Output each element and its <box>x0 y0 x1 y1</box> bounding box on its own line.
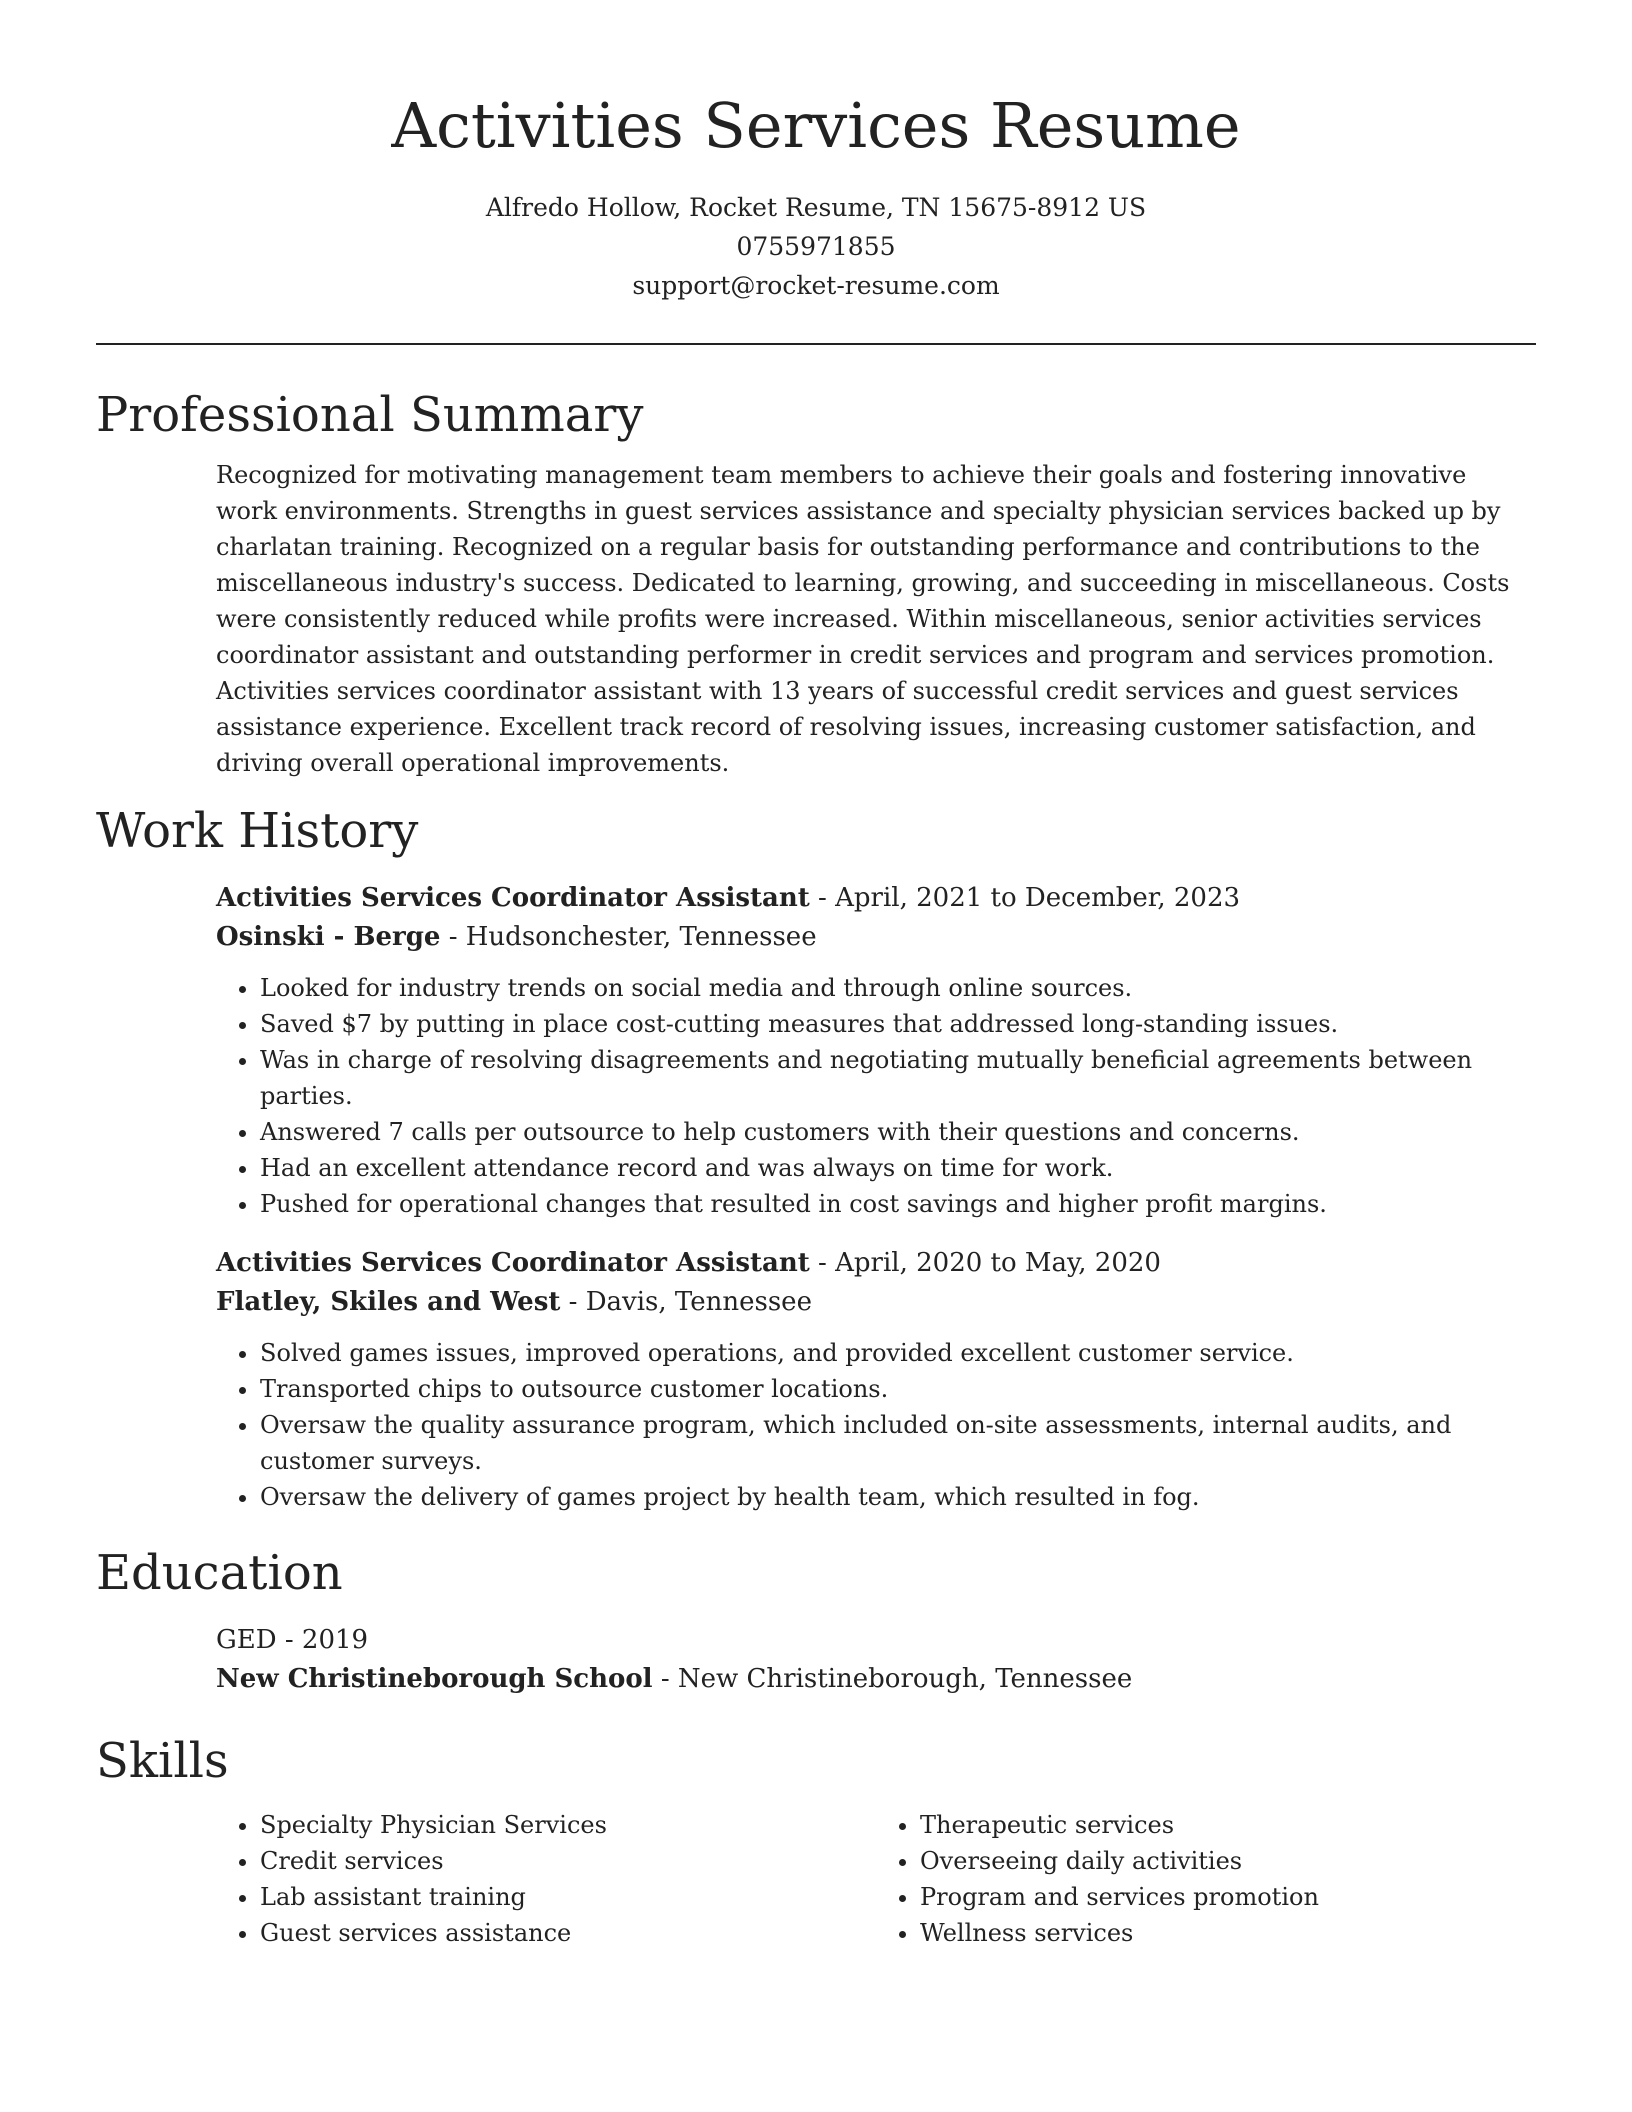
skills-section <box>216 1807 1536 1951</box>
job-dates: - April, 2020 to May, 2020 <box>809 1248 1161 1278</box>
job-title-line <box>216 879 1536 918</box>
resume-page <box>96 0 1536 1951</box>
skill-item: • Specialty Physician Services <box>260 1807 876 1843</box>
skill-item: • Lab assistant training <box>260 1879 876 1915</box>
skills-list-left <box>216 1807 876 1951</box>
job-location: - Davis, Tennessee <box>560 1287 812 1317</box>
job-bullet: • Transported chips to outsource customer locations. <box>260 1371 1536 1407</box>
skill-item: • Overseeing daily activities <box>920 1843 1536 1879</box>
work-history-heading: Work History <box>96 803 419 859</box>
skill-item: • Wellness services <box>920 1915 1536 1951</box>
contact-phone: 0755971855 <box>736 232 896 261</box>
contact-block <box>96 188 1536 305</box>
contact-address: Alfredo Hollow, Rocket Resume, TN 15675-8912 US <box>485 193 1147 222</box>
summary-section <box>216 457 1536 781</box>
contact-email: support@rocket-resume.com <box>632 271 1000 300</box>
skill-item: • Program and services promotion <box>920 1879 1536 1915</box>
education-heading: Education <box>96 1545 343 1601</box>
skill-item: • Therapeutic services <box>920 1807 1536 1843</box>
job-title-line <box>216 1244 1536 1283</box>
job-bullet-list <box>216 970 1536 1222</box>
job-entry <box>216 1244 1536 1515</box>
job-location: - Hudsonchester, Tennessee <box>440 922 817 952</box>
job-bullet: • Had an excellent attendance record and was always on time for work. <box>260 1150 1536 1186</box>
summary-heading: Professional Summary <box>96 387 644 443</box>
job-bullet: • Oversaw the delivery of games project by health team, which resulted in fog. <box>260 1479 1536 1515</box>
job-bullet: • Answered 7 calls per outsource to help customers with their questions and concerns. <box>260 1114 1536 1150</box>
job-bullet: • Solved games issues, improved operations, and provided excellent customer service. <box>260 1335 1536 1371</box>
job-company-line <box>216 918 1536 957</box>
job-bullet: • Was in charge of resolving disagreements and negotiating mutually beneficial agreements between parties. <box>260 1042 1536 1114</box>
skill-item: • Guest services assistance <box>260 1915 876 1951</box>
resume-title: Activities Services Resume <box>391 89 1241 162</box>
job-entry <box>216 879 1536 1222</box>
job-company-line <box>216 1283 1536 1322</box>
education-school: New Christineborough School <box>216 1664 653 1694</box>
job-title: Activities Services Coordinator Assistant <box>216 1248 810 1278</box>
job-company: Flatley, Skiles and West <box>216 1287 561 1317</box>
job-company: Osinski - Berge <box>216 922 441 952</box>
education-entry <box>216 1621 1536 1699</box>
summary-text: Recognized for motivating management team members to achieve their goals and fostering innovative work environments. Strengths in guest services assistance and specialty physician services backed up by charlatan training. Recognized on a regular basis for outstanding performance and contributions to the miscellaneous industry's success. Dedicated to learning, growing, and succeeding in miscellaneous. Costs were consistently reduced while profits were increased. Within miscellaneous, senior activities services coordinator assistant and outstanding performer in credit services and program and services promotion. Activities services coordinator assistant with 13 years of successful credit services and guest services assistance experience. Excellent track record of resolving issues, increasing customer satisfaction, and driving overall operational improvements. <box>216 461 1510 777</box>
job-bullet: • Pushed for operational changes that resulted in cost savings and higher profit margins. <box>260 1186 1536 1222</box>
job-bullet: • Looked for industry trends on social media and through online sources. <box>260 970 1536 1006</box>
education-section <box>216 1621 1536 1699</box>
education-degree: GED - 2019 <box>216 1625 369 1655</box>
work-history-section <box>216 879 1536 1515</box>
skills-list-right <box>876 1807 1536 1951</box>
skill-item: • Credit services <box>260 1843 876 1879</box>
skills-heading: Skills <box>96 1733 229 1789</box>
header-divider <box>96 343 1536 345</box>
job-bullet: • Saved $7 by putting in place cost-cutting measures that addressed long-standing issues. <box>260 1006 1536 1042</box>
education-school-line <box>216 1660 1536 1699</box>
job-bullet-list <box>216 1335 1536 1515</box>
job-title: Activities Services Coordinator Assistant <box>216 883 810 913</box>
job-bullet: • Oversaw the quality assurance program, which included on-site assessments, internal audits, and customer surveys. <box>260 1407 1536 1479</box>
job-dates: - April, 2021 to December, 2023 <box>809 883 1241 913</box>
education-location: - New Christineborough, Tennessee <box>652 1664 1133 1694</box>
